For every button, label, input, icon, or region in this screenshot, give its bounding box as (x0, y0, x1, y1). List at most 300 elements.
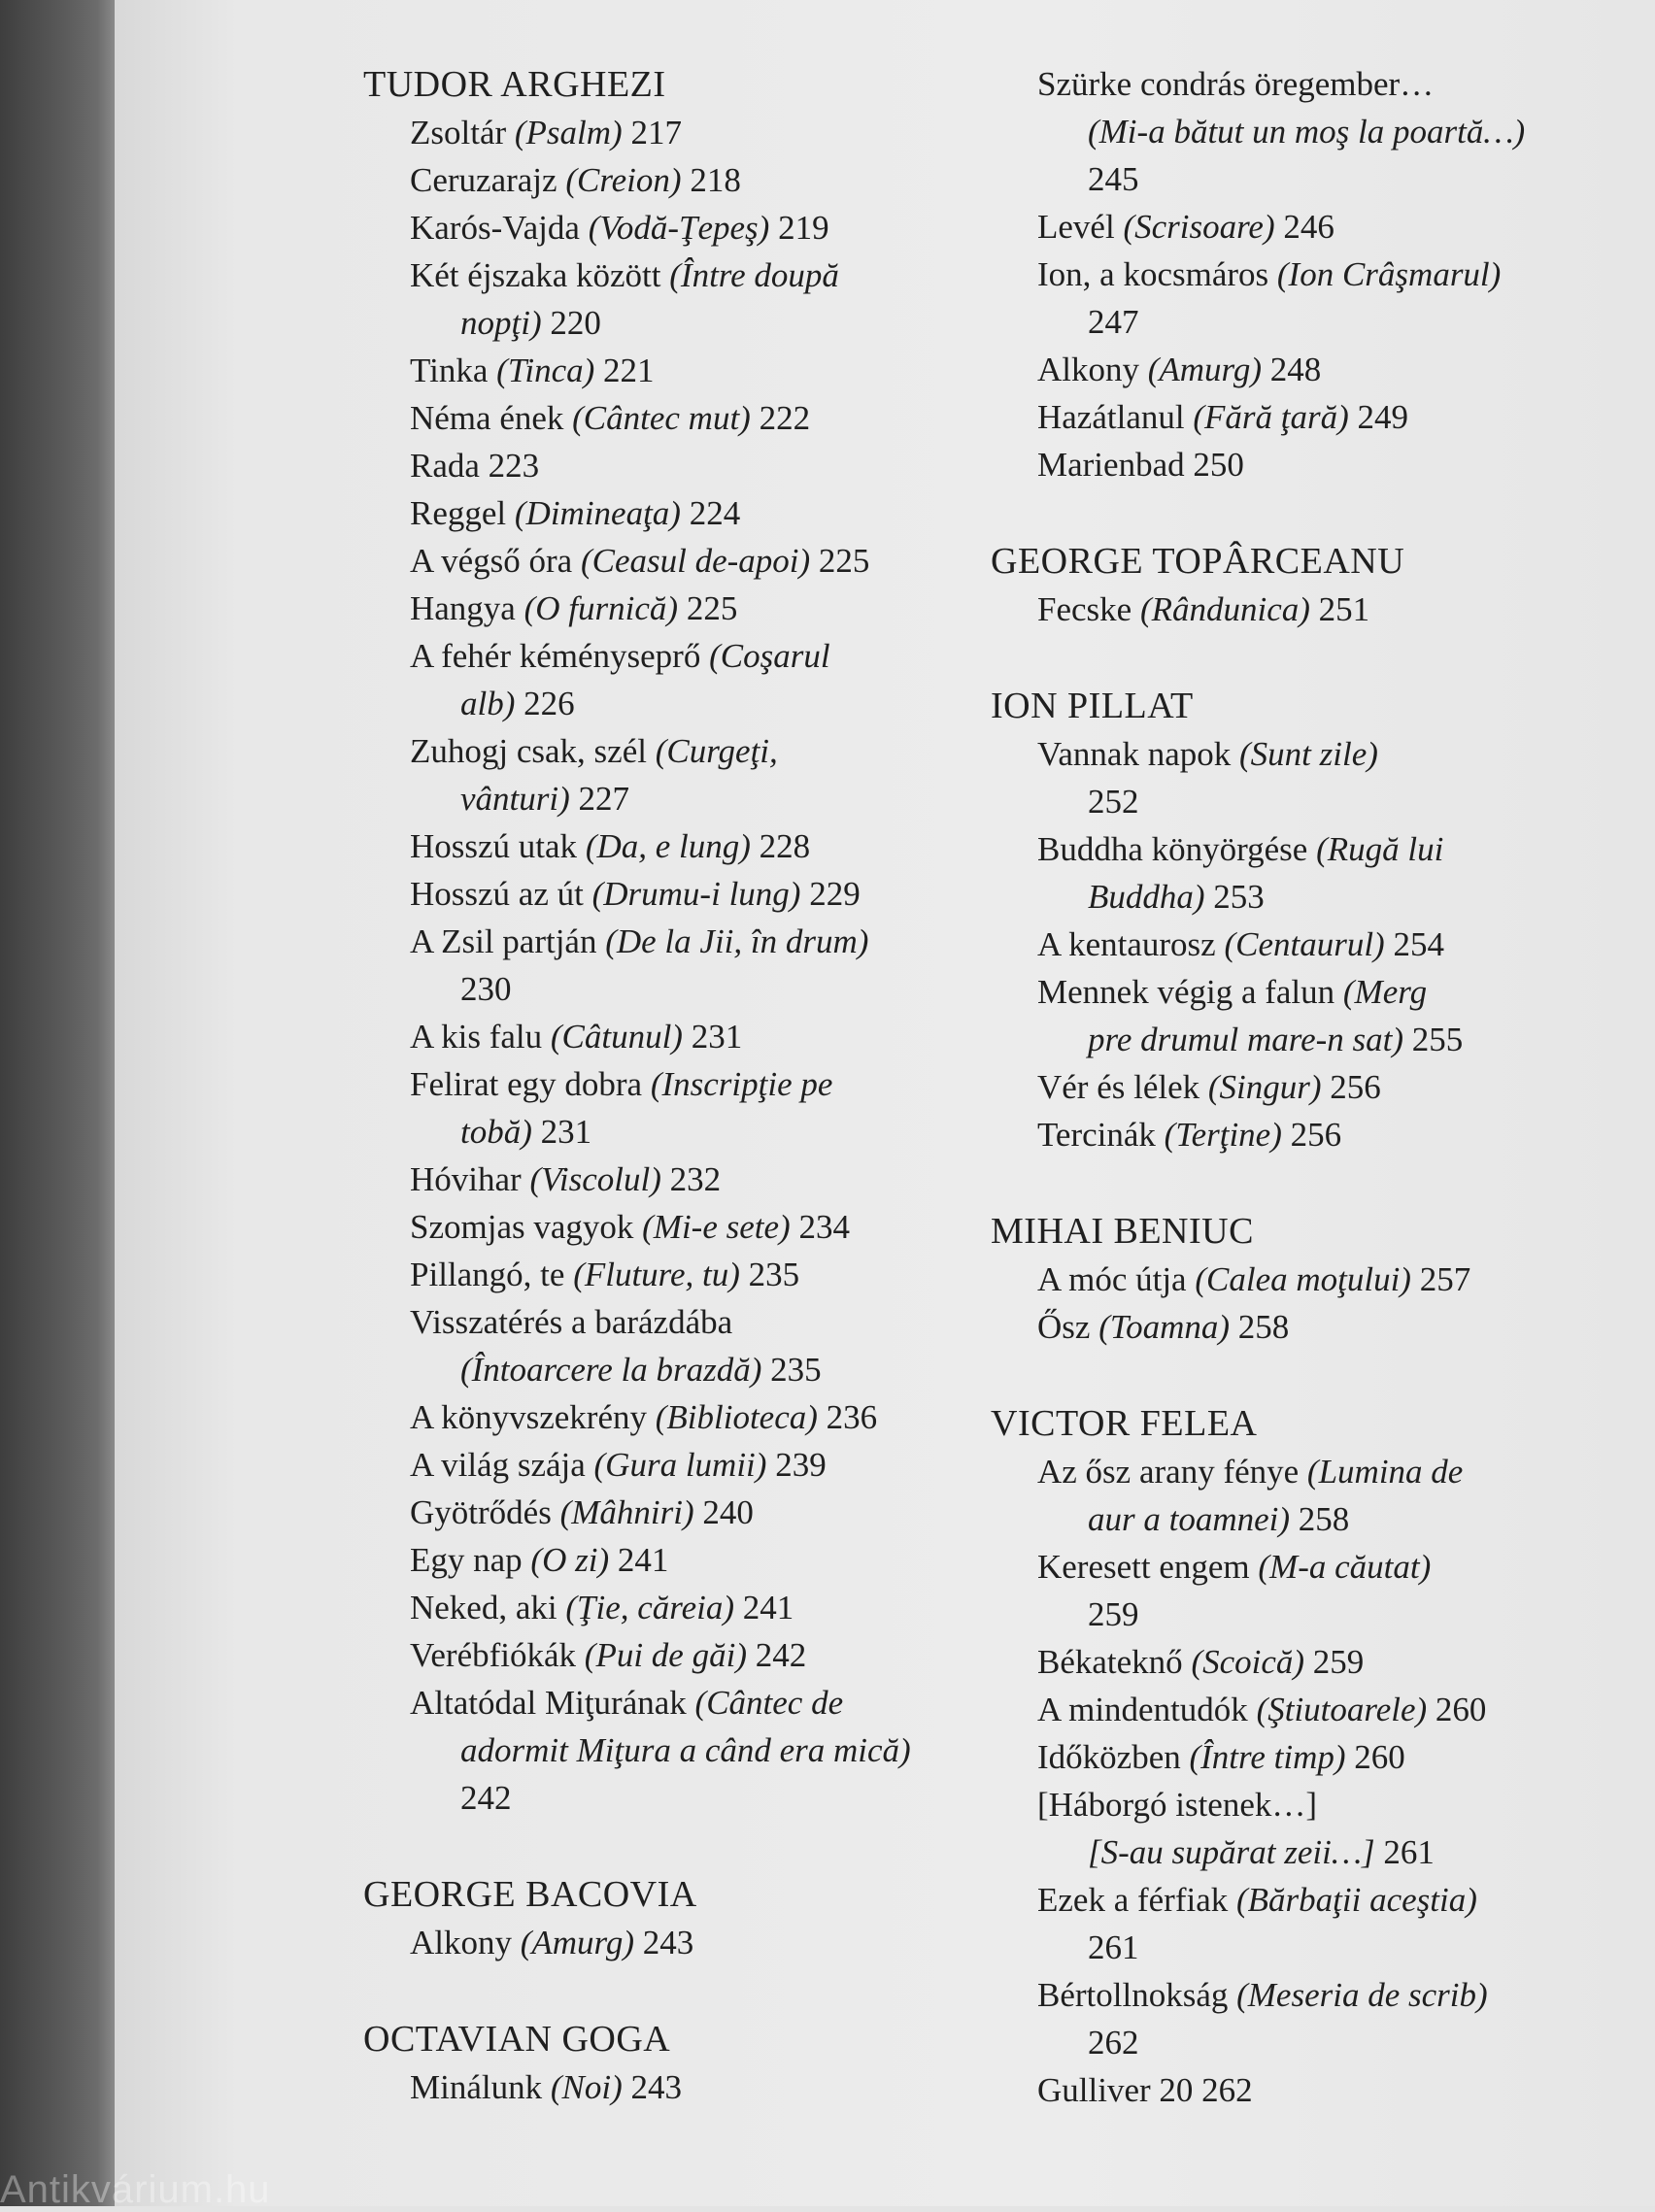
poem-title-ro: alb) (460, 685, 516, 722)
poem-title-ro: (Bărbaţii aceştia) (1236, 1881, 1477, 1919)
toc-entry-line (1037, 1111, 1593, 1158)
page-number: 259 (1312, 1643, 1365, 1681)
toc-entry-line (410, 1774, 965, 1822)
poem-title-ro: (Rândunica) (1139, 590, 1310, 628)
poem-title-hu: Az ősz arany fénye (1037, 1453, 1300, 1491)
toc-entry-line (410, 299, 965, 347)
toc-entry (363, 2063, 965, 2111)
page-number: 230 (460, 970, 512, 1008)
toc-entry-line (1037, 586, 1593, 633)
page-number: 242 (755, 1636, 807, 1674)
page-number: 258 (1298, 1500, 1350, 1538)
poem-title-ro: (Ţie, căreia) (565, 1589, 735, 1626)
poem-title-hu: Időközben (1037, 1738, 1181, 1776)
poem-title-hu: Karós-Vajda (410, 209, 580, 247)
section-gap (991, 1351, 1593, 1399)
toc-entry-line (410, 727, 965, 775)
toc-entry-line (410, 489, 965, 537)
poem-title-hu: Hangya (410, 589, 516, 627)
page-number: 240 (702, 1493, 754, 1531)
toc-entry-line (410, 1536, 965, 1584)
poem-title-ro: (Cântec mut) (572, 399, 751, 437)
toc-entry (991, 1063, 1593, 1111)
page-number: 235 (748, 1256, 800, 1293)
toc-entry-line (410, 1489, 965, 1536)
page-number: 253 (1213, 878, 1265, 916)
toc-entry-line (410, 1108, 965, 1156)
poem-title-ro: (Mi-e sete) (642, 1208, 791, 1246)
toc-entry-line (410, 394, 965, 442)
section-gap (991, 633, 1593, 682)
poem-title-ro: (Mâhniri) (559, 1493, 694, 1531)
toc-entry (991, 1733, 1593, 1781)
toc-entry-line (1037, 393, 1593, 441)
toc-entry (363, 1013, 965, 1060)
poem-title-hu: Fecske (1037, 590, 1132, 628)
page-number: 261 (1088, 1928, 1139, 1966)
page-number: 220 (550, 304, 601, 342)
toc-entry (991, 1971, 1593, 2066)
toc-entry-line (410, 1060, 965, 1108)
poem-title-ro: (Singur) (1207, 1068, 1322, 1106)
toc-entry-line (410, 347, 965, 394)
poem-title-ro: (Rugă lui (1316, 830, 1444, 868)
toc-entry (991, 921, 1593, 968)
toc-entry-line (1037, 1781, 1593, 1828)
page-number: 251 (1318, 590, 1370, 628)
toc-entry-line (410, 585, 965, 632)
toc-entry (363, 1251, 965, 1298)
page-number: 261 (1383, 1833, 1435, 1871)
poem-title-hu: Visszatérés a barázdába (410, 1303, 733, 1341)
poem-title-hu: Gyötrődés (410, 1493, 552, 1531)
toc-entry (363, 1203, 965, 1251)
toc-entry (363, 632, 965, 727)
toc-entry-line (410, 1393, 965, 1441)
toc-entry (363, 1679, 965, 1822)
poem-title-ro: (Calea moţului) (1195, 1260, 1411, 1298)
poem-title-hu: A kentaurosz (1037, 925, 1216, 963)
toc-entry-line (410, 1346, 965, 1393)
book-spine (0, 0, 115, 2206)
toc-entry (363, 585, 965, 632)
toc-entry-line (1037, 1971, 1593, 2019)
poem-title-ro: (Biblioteca) (655, 1398, 818, 1436)
poem-title-hu: Tercinák (1037, 1116, 1156, 1154)
toc-entry (363, 1631, 965, 1679)
poem-title-hu: Szürke condrás öregember… (1037, 65, 1435, 103)
toc-entry-line (410, 1013, 965, 1060)
poem-title-ro: Buddha) (1088, 878, 1205, 916)
poem-title-hu: Alkony (1037, 351, 1139, 388)
poem-title-ro: (Terţine) (1164, 1116, 1282, 1154)
toc-entry (363, 1441, 965, 1489)
toc-entry-line (1037, 60, 1593, 108)
toc-entry (363, 870, 965, 918)
toc-entry-line (410, 918, 965, 965)
poem-title-ro: (De la Jii, în drum) (605, 922, 869, 960)
toc-entry (363, 1536, 965, 1584)
poem-title-ro: (O zi) (530, 1541, 610, 1579)
poem-title-hu: Két éjszaka között (410, 256, 661, 294)
page-number: 222 (759, 399, 811, 437)
toc-entry-line (1037, 1063, 1593, 1111)
page-number: 218 (690, 161, 741, 199)
poem-title-hu: A mindentudók (1037, 1691, 1248, 1728)
author-heading: GEORGE TOPÂRCEANU (991, 541, 1405, 582)
toc-entry-line (410, 251, 965, 299)
poem-title-hu: Ezek a férfiak (1037, 1881, 1229, 1919)
toc-entry (363, 109, 965, 156)
toc-entry-line (410, 775, 965, 822)
poem-title-hu: Marienbad (1037, 446, 1185, 484)
poem-title-hu: Egy nap (410, 1541, 523, 1579)
author-heading: VICTOR FELEA (991, 1403, 1258, 1444)
poem-title-hu: Mennek végig a falun (1037, 973, 1335, 1011)
toc-entry-line (1037, 1876, 1593, 1924)
toc-entry-line (1037, 2019, 1593, 2066)
toc-entry-line (410, 204, 965, 251)
page-number: 217 (630, 114, 682, 151)
poem-title-ro: tobă) (460, 1113, 532, 1151)
toc-entry-line (1037, 778, 1593, 825)
page-number: 234 (798, 1208, 850, 1246)
poem-title-ro: (Scoică) (1191, 1643, 1305, 1681)
toc-entry (991, 730, 1593, 825)
toc-entry (363, 204, 965, 251)
poem-title-hu: Vér és lélek (1037, 1068, 1200, 1106)
poem-title-ro: (Merg (1342, 973, 1428, 1011)
poem-title-hu: Néma ének (410, 399, 564, 437)
page-number: 227 (578, 780, 630, 818)
page-number: 262 (1088, 2024, 1139, 2061)
toc-entry-line (1037, 1016, 1593, 1063)
poem-title-hu: A fehér kéményseprő (410, 637, 701, 675)
poem-title-hu: Levél (1037, 208, 1115, 246)
toc-entry-line (1037, 730, 1593, 778)
toc-entry (991, 2066, 1593, 2114)
toc-entry (363, 156, 965, 204)
toc-entry-line (1037, 2066, 1593, 2114)
poem-title-ro: (Centaurul) (1224, 925, 1385, 963)
page-number: 225 (818, 542, 870, 580)
toc-entry-line (1037, 346, 1593, 393)
toc-entry-line (410, 2063, 965, 2111)
poem-title-hu: A végső óra (410, 542, 573, 580)
toc-entry-line (1037, 1591, 1593, 1638)
poem-title-hu: Vannak napok (1037, 735, 1232, 773)
toc-entry (991, 393, 1593, 441)
toc-entry-line (1037, 1924, 1593, 1971)
poem-title-hu: Hazátlanul (1037, 398, 1185, 436)
section-gap (991, 1158, 1593, 1207)
toc-entry-line (410, 109, 965, 156)
poem-title-hu: Tinka (410, 352, 489, 389)
toc-entry (363, 394, 965, 442)
toc-entry-line (1037, 1448, 1593, 1495)
page-number: 235 (770, 1351, 822, 1389)
toc-column-left (363, 60, 965, 2111)
page-number: 250 (1193, 446, 1244, 484)
page-number: 260 (1435, 1691, 1487, 1728)
page-number: 243 (642, 1924, 694, 1961)
poem-title-ro: (Lumina de (1306, 1453, 1464, 1491)
poem-title-hu: A kis falu (410, 1018, 543, 1056)
page-number: 239 (775, 1446, 827, 1484)
author-heading: OCTAVIAN GOGA (363, 2019, 671, 2060)
poem-title-hu: Ősz (1037, 1308, 1091, 1346)
toc-entry-line (1037, 298, 1593, 346)
poem-title-ro: (Toamna) (1098, 1308, 1231, 1346)
toc-entry (991, 1638, 1593, 1686)
toc-entry-line (410, 1584, 965, 1631)
poem-title-ro: adormit Miţura a când era mică) (460, 1731, 911, 1769)
poem-title-ro: [S-au supărat zeii…] (1088, 1833, 1375, 1871)
poem-title-hu: Pillangó, te (410, 1256, 565, 1293)
poem-title-ro: (Tinca) (496, 352, 595, 389)
toc-entry-line (410, 156, 965, 204)
page-number: 224 (689, 494, 741, 532)
page-number: 241 (617, 1541, 669, 1579)
toc-entry-line (410, 1156, 965, 1203)
poem-title-hu: Felirat egy dobra (410, 1065, 643, 1103)
toc-entry-line (1037, 441, 1593, 488)
poem-title-hu: A Zsil partján (410, 922, 597, 960)
page-number: 242 (460, 1779, 512, 1817)
section-gap (363, 1822, 965, 1870)
toc-entry (363, 489, 965, 537)
toc-entry-line (410, 537, 965, 585)
toc-entry (991, 441, 1593, 488)
poem-title-hu: Altatódal Miţurának (410, 1684, 687, 1722)
poem-title-ro: (Dimineaţa) (514, 494, 681, 532)
toc-entry (363, 918, 965, 1013)
toc-entry-line (1037, 155, 1593, 203)
toc-entry (991, 586, 1593, 633)
poem-title-ro: (Mi-a bătut un moş la poartă…) (1088, 113, 1526, 151)
toc-entry-line (1037, 1495, 1593, 1543)
poem-title-hu: A könyvszekrény (410, 1398, 647, 1436)
poem-title-ro: (Viscolul) (529, 1160, 661, 1198)
poem-title-hu: Zsoltár (410, 114, 507, 151)
toc-entry-line (1037, 1256, 1593, 1303)
page-number: 256 (1290, 1116, 1342, 1154)
poem-title-ro: (Creion) (565, 161, 682, 199)
poem-title-ro: (Sunt zile) (1239, 735, 1378, 773)
page-number: 256 (1330, 1068, 1381, 1106)
poem-title-ro: (Amurg) (1147, 351, 1263, 388)
poem-title-ro: (Amurg) (520, 1924, 635, 1961)
poem-title-hu: Békateknő (1037, 1643, 1183, 1681)
poem-title-hu: Neked, aki (410, 1589, 557, 1626)
toc-entry-line (1037, 921, 1593, 968)
toc-entry-line (1037, 968, 1593, 1016)
poem-title-ro: (Câtunul) (550, 1018, 683, 1056)
poem-title-ro: aur a toamnei) (1088, 1500, 1291, 1538)
poem-title-hu: Hosszú az út (410, 875, 584, 913)
poem-title-hu: Bértollnokság (1037, 1976, 1229, 2014)
poem-title-hu: Reggel (410, 494, 507, 532)
poem-title-ro: (Ceasul de-apoi) (580, 542, 811, 580)
poem-title-ro: (Inscripţie pe (650, 1065, 833, 1103)
toc-entry-line (410, 1203, 965, 1251)
toc-entry (991, 60, 1593, 203)
poem-title-ro: (M-a căutat) (1258, 1548, 1432, 1586)
toc-entry-line (410, 1919, 965, 1966)
page-number: 232 (669, 1160, 722, 1198)
poem-title-ro: (Fluture, tu) (573, 1256, 740, 1293)
toc-entry (991, 1303, 1593, 1351)
toc-entry (363, 1919, 965, 1966)
poem-title-ro: (Vodă-Ţepeş) (588, 209, 770, 247)
toc-entry (363, 1489, 965, 1536)
poem-title-ro: pre drumul mare-n sat) (1088, 1021, 1404, 1058)
toc-entry-line (410, 870, 965, 918)
toc-entry (363, 1060, 965, 1156)
poem-title-hu: Zuhogj csak, szél (410, 732, 647, 770)
toc-entry-line (410, 680, 965, 727)
poem-title-ro: (Ştiutoarele) (1256, 1691, 1428, 1728)
toc-entry (991, 203, 1593, 251)
watermark-text: Antikvárium.hu (0, 2168, 271, 2211)
poem-title-ro: (Cântec de (694, 1684, 844, 1722)
toc-entry-line (1037, 1638, 1593, 1686)
toc-entry-line (410, 632, 965, 680)
poem-title-hu: Keresett engem (1037, 1548, 1250, 1586)
poem-title-hu: A móc útja (1037, 1260, 1187, 1298)
toc-entry (991, 1876, 1593, 1971)
toc-entry (363, 1584, 965, 1631)
toc-entry (991, 1543, 1593, 1638)
toc-entry-line (1037, 1686, 1593, 1733)
page-number: 221 (603, 352, 655, 389)
poem-title-ro: (O furnică) (524, 589, 679, 627)
toc-entry (991, 968, 1593, 1063)
page-number: 245 (1088, 160, 1139, 198)
toc-entry-line (410, 822, 965, 870)
toc-entry-line (1037, 873, 1593, 921)
poem-title-ro: (Între doupă (669, 256, 839, 294)
poem-title-hu: [Háborgó istenek…] (1037, 1786, 1318, 1824)
poem-title-hu: Rada (410, 447, 480, 485)
poem-title-hu: Szomjas vagyok (410, 1208, 634, 1246)
poem-title-hu: Ceruzarajz (410, 161, 557, 199)
toc-entry (363, 1393, 965, 1441)
toc-entry-line (1037, 1543, 1593, 1591)
page-number: 226 (524, 685, 575, 722)
toc-entry-line (1037, 1828, 1593, 1876)
toc-entry-line (1037, 251, 1593, 298)
toc-entry-line (1037, 1733, 1593, 1781)
toc-entry-line (410, 1298, 965, 1346)
poem-title-ro: (Gura lumii) (593, 1446, 767, 1484)
author-heading: GEORGE BACOVIA (363, 1874, 697, 1915)
poem-title-hu: Gulliver 20 (1037, 2071, 1194, 2109)
poem-title-ro: (Scrisoare) (1123, 208, 1275, 246)
page-number: 259 (1088, 1595, 1139, 1633)
poem-title-hu: Minálunk (410, 2068, 543, 2106)
toc-entry (991, 1111, 1593, 1158)
toc-entry-line (410, 1441, 965, 1489)
page-number: 248 (1269, 351, 1322, 388)
page-number: 236 (826, 1398, 878, 1436)
poem-title-ro: (Psalm) (514, 114, 623, 151)
toc-entry-line (1037, 1303, 1593, 1351)
toc-entry (991, 346, 1593, 393)
poem-title-ro: (Coşarul (709, 637, 830, 675)
poem-title-ro: (Pui de găi) (584, 1636, 747, 1674)
poem-title-ro: nopţi) (460, 304, 542, 342)
toc-entry-line (410, 1631, 965, 1679)
poem-title-ro: (Fără ţară) (1193, 398, 1349, 436)
poem-title-ro: (Da, e lung) (585, 827, 751, 865)
poem-title-ro: (Drumu-i lung) (591, 875, 801, 913)
poem-title-hu: Ion, a kocsmáros (1037, 255, 1269, 293)
toc-entry (991, 251, 1593, 346)
page-number: 255 (1411, 1021, 1464, 1058)
page-number: 223 (488, 447, 540, 485)
page-number: 231 (540, 1113, 592, 1151)
page-number: 243 (630, 2068, 682, 2106)
toc-entry-line (1037, 825, 1593, 873)
toc-entry (991, 1256, 1593, 1303)
poem-title-ro: (Întoarcere la brazdă) (460, 1351, 762, 1389)
toc-entry-line (1037, 203, 1593, 251)
page-number: 247 (1088, 303, 1139, 341)
poem-title-hu: Verébfiókák (410, 1636, 577, 1674)
page-number: 257 (1419, 1260, 1471, 1298)
poem-title-ro: (Curgeţi, (655, 732, 778, 770)
toc-entry (991, 825, 1593, 921)
toc-entry-line (410, 965, 965, 1013)
toc-entry (991, 1448, 1593, 1543)
author-heading: MIHAI BENIUC (991, 1211, 1254, 1252)
toc-entry (363, 727, 965, 822)
page-number: 260 (1354, 1738, 1405, 1776)
toc-entry (363, 251, 965, 347)
poem-title-ro: (Meseria de scrib) (1236, 1976, 1488, 2014)
poem-title-hu: A világ szája (410, 1446, 586, 1484)
toc-entry (363, 442, 965, 489)
page-number: 228 (759, 827, 811, 865)
author-heading: TUDOR ARGHEZI (363, 64, 666, 105)
page-number: 219 (778, 209, 829, 247)
toc-entry (363, 347, 965, 394)
toc-entry (991, 1781, 1593, 1876)
poem-title-hu: Buddha könyörgése (1037, 830, 1308, 868)
poem-title-ro: (Ion Crâşmarul) (1276, 255, 1502, 293)
poem-title-ro: (Între timp) (1189, 1738, 1346, 1776)
toc-entry-line (410, 1251, 965, 1298)
page-number: 254 (1393, 925, 1444, 963)
toc-entry-line (410, 1679, 965, 1726)
poem-title-hu: Hosszú utak (410, 827, 578, 865)
toc-entry (991, 1686, 1593, 1733)
page-number: 249 (1357, 398, 1408, 436)
toc-entry-line (410, 1726, 965, 1774)
poem-title-ro: vânturi) (460, 780, 570, 818)
toc-entry (363, 822, 965, 870)
section-gap (991, 488, 1593, 537)
toc-entry-line (410, 442, 965, 489)
page-number: 252 (1088, 783, 1139, 821)
page-number: 246 (1283, 208, 1334, 246)
page-number: 225 (686, 589, 738, 627)
page-number: 229 (809, 875, 861, 913)
poem-title-hu: Hóvihar (410, 1160, 522, 1198)
page-number: 241 (742, 1589, 794, 1626)
toc-entry (363, 537, 965, 585)
